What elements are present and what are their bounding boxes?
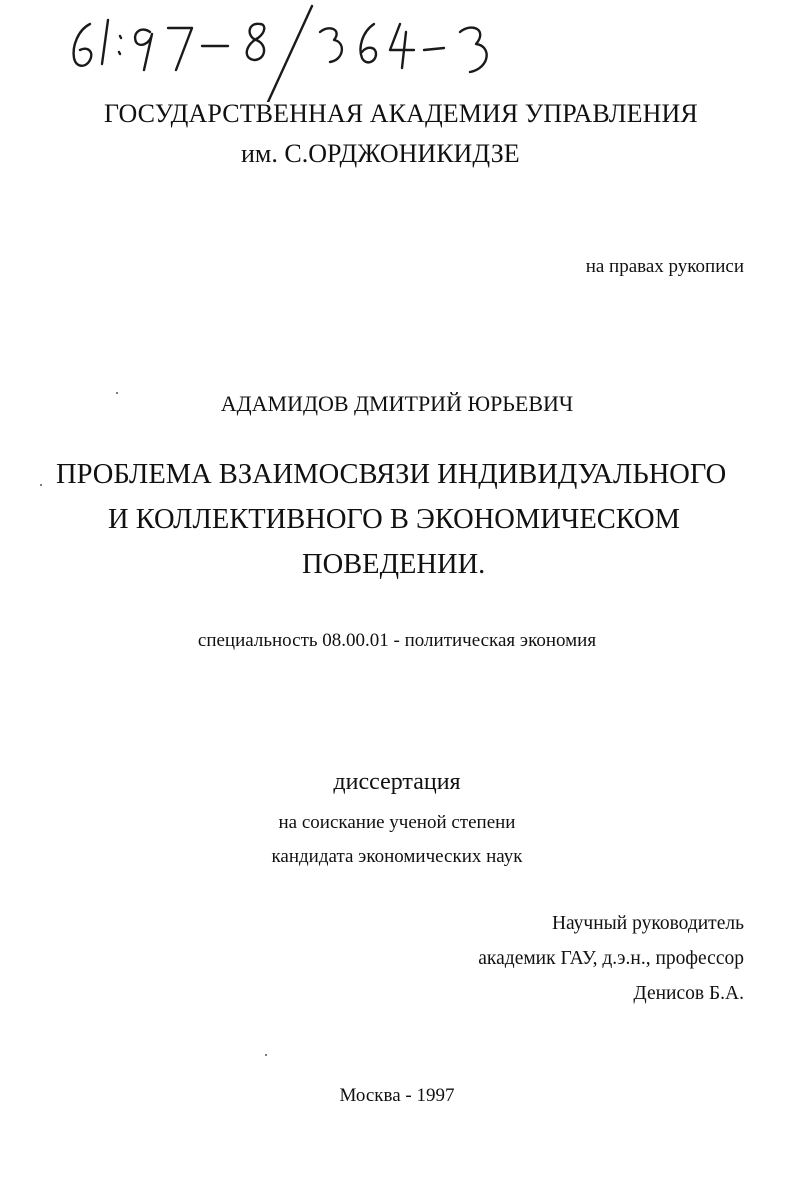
dissertation-title-line-2: И КОЛЛЕКТИВНОГО В ЭКОНОМИЧЕСКОМ	[108, 504, 680, 535]
author-name: АДАМИДОВ ДМИТРИЙ ЮРЬЕВИЧ	[220, 391, 574, 416]
supervisor-heading: Научный руководитель	[551, 913, 744, 934]
degree-line-1: на соискание ученой степени	[278, 812, 516, 833]
institution-name: ГОСУДАРСТВЕННАЯ АКАДЕМИЯ УПРАВЛЕНИЯ	[104, 99, 698, 128]
work-type: диссертация	[333, 769, 461, 795]
institution-subtitle: им. С.ОРДЖОНИКИДЗЕ	[241, 139, 520, 168]
supervisor-name: Денисов Б.А.	[633, 983, 744, 1004]
place-and-year: Москва - 1997	[339, 1085, 455, 1106]
supervisor-title: академик ГАУ, д.э.н., профессор	[478, 948, 744, 969]
scan-speck	[265, 1054, 267, 1056]
dissertation-title-line-3: ПОВЕДЕНИИ.	[302, 549, 486, 580]
degree-line-2: кандидата экономических наук	[271, 846, 523, 867]
scan-speck	[116, 392, 118, 394]
handwritten-archive-number-graphic	[50, 2, 510, 102]
handwritten-archive-number	[50, 2, 510, 102]
manuscript-rights-note: на правах рукописи	[585, 256, 744, 277]
scan-speck	[40, 484, 42, 486]
dissertation-title-line-1: ПРОБЛЕМА ВЗАИМОСВЯЗИ ИНДИВИДУАЛЬНОГО	[56, 459, 727, 490]
specialty-code: специальность 08.00.01 - политическая экономия	[197, 630, 597, 651]
